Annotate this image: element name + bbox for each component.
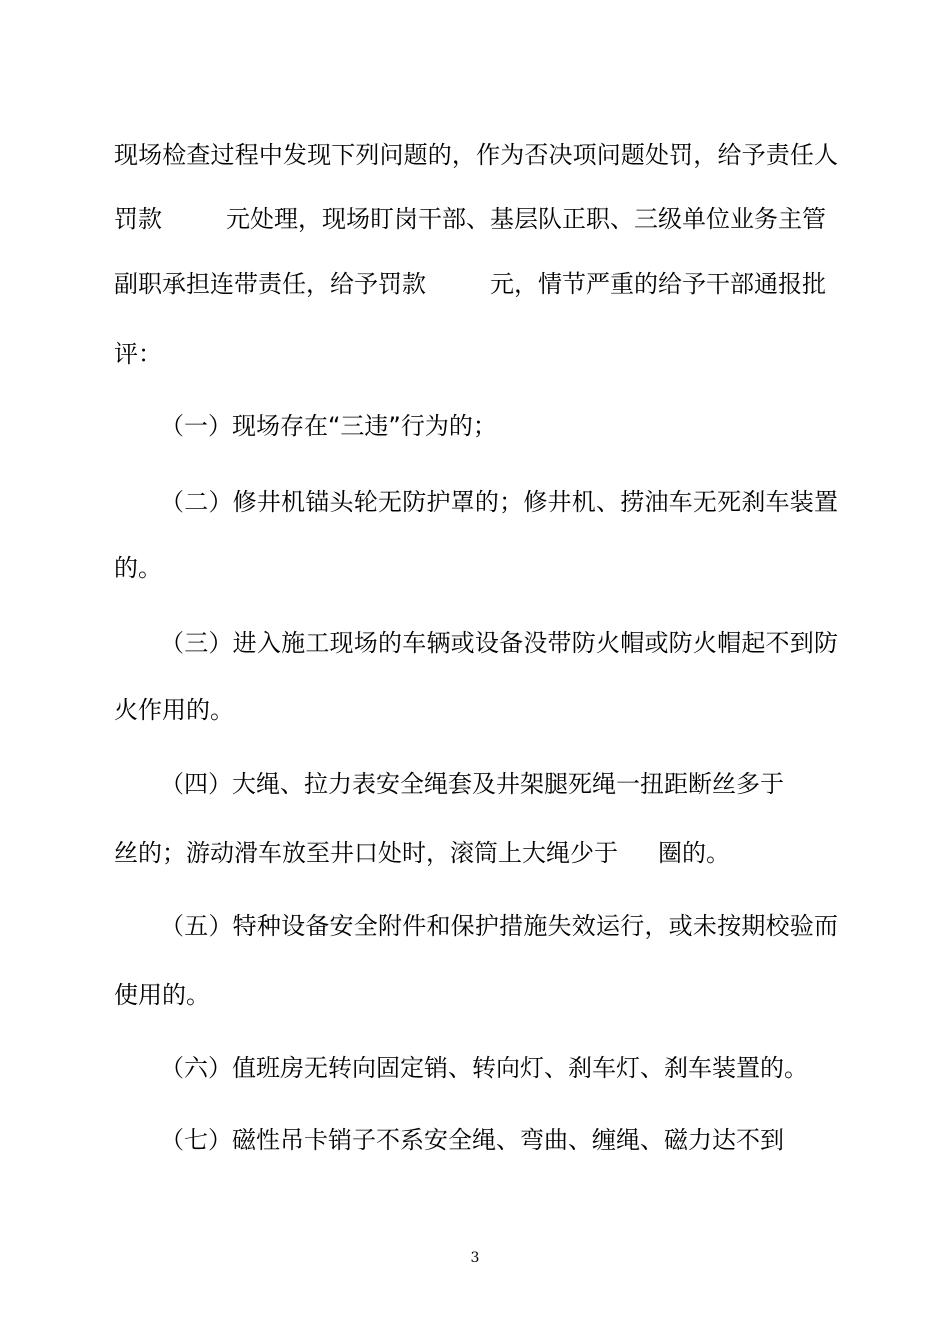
intro-line-4: 评： xyxy=(114,340,162,368)
page-number: 3 xyxy=(470,1250,480,1266)
intro-line-1: 现场检查过程中发现下列问题的，作为否决项问题处罚，给予责任人 xyxy=(114,141,838,169)
item-2-line-1: （二）修井机锚头轮无防护罩的；修井机、捞油车无死刹车装置 xyxy=(160,488,838,516)
item-7: （七）磁性吊卡销子不系安全绳、弯曲、缠绳、磁力达不到 xyxy=(160,1126,784,1154)
item-4-line-2-end: 圈的。 xyxy=(658,839,730,867)
item-3-line-2: 火作用的。 xyxy=(114,696,234,724)
item-5-line-1: （五）特种设备安全附件和保护措施失效运行，或未按期校验而 xyxy=(160,912,838,940)
item-4-line-2 xyxy=(114,837,730,869)
item-1: （一）现场存在“三违”行为的； xyxy=(160,412,497,440)
item-3-line-1: （三）进入施工现场的车辆或设备没带防火帽或防火帽起不到防 xyxy=(160,629,838,657)
intro-line-2-end: 元处理，现场盯岗干部、基层队正职、三级单位业务主管 xyxy=(226,205,826,233)
intro-line-2 xyxy=(114,203,826,235)
item-5-line-2: 使用的。 xyxy=(114,981,210,1009)
item-6: （六）值班房无转向固定销、转向灯、刹车灯、刹车装置的。 xyxy=(160,1054,808,1082)
item-4-line-1: （四）大绳、拉力表安全绳套及井架腿死绳一扭距断丝多于 xyxy=(160,770,784,798)
item-4-line-2-start: 丝的；游动滑车放至井口处时，滚筒上大绳少于 xyxy=(114,839,618,867)
intro-line-3-start: 副职承担连带责任，给予罚款 xyxy=(114,270,426,298)
intro-line-2-start: 罚款 xyxy=(114,205,162,233)
item-2-line-2: 的。 xyxy=(114,554,162,582)
intro-line-3-end: 元，情节严重的给予干部通报批 xyxy=(490,270,826,298)
intro-line-3 xyxy=(114,268,826,300)
